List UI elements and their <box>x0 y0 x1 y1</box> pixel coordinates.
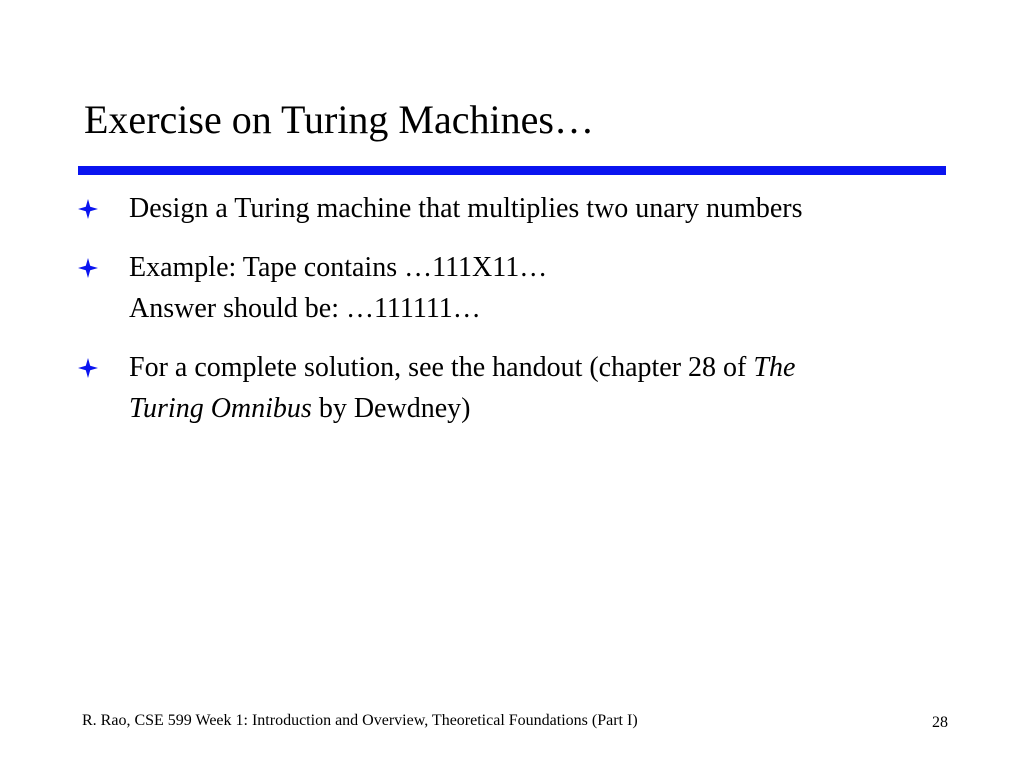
title-divider <box>78 166 946 175</box>
footer-citation: R. Rao, CSE 599 Week 1: Introduction and Overview, Theoretical Foundations (Part I) <box>82 712 638 729</box>
bullet-item <box>78 247 958 329</box>
bullet-item <box>78 188 958 229</box>
bullet-item <box>78 347 958 429</box>
four-point-star-icon <box>78 188 104 229</box>
slide-title: Exercise on Turing Machines… <box>84 97 594 142</box>
bullet-list <box>78 188 958 447</box>
bullet-text-line-1 <box>129 347 958 388</box>
four-point-star-icon <box>78 347 104 388</box>
bullet-text: For a complete solution, see the handout (chapter 28 of <box>129 352 754 383</box>
bullet-text-continuation: Answer should be: …111111… <box>129 293 481 324</box>
bullet-text: Design a Turing machine that multiplies two unary numbers <box>129 193 803 224</box>
page-number: 28 <box>932 714 948 731</box>
bullet-text: Example: Tape contains …111X11… <box>129 252 548 283</box>
bullet-text: by Dewdney) <box>311 393 471 424</box>
book-title-part: Turing Omnibus <box>129 393 312 424</box>
four-point-star-icon <box>78 247 104 288</box>
book-title-part: The <box>753 352 796 383</box>
bullet-text-line-2 <box>129 388 958 429</box>
